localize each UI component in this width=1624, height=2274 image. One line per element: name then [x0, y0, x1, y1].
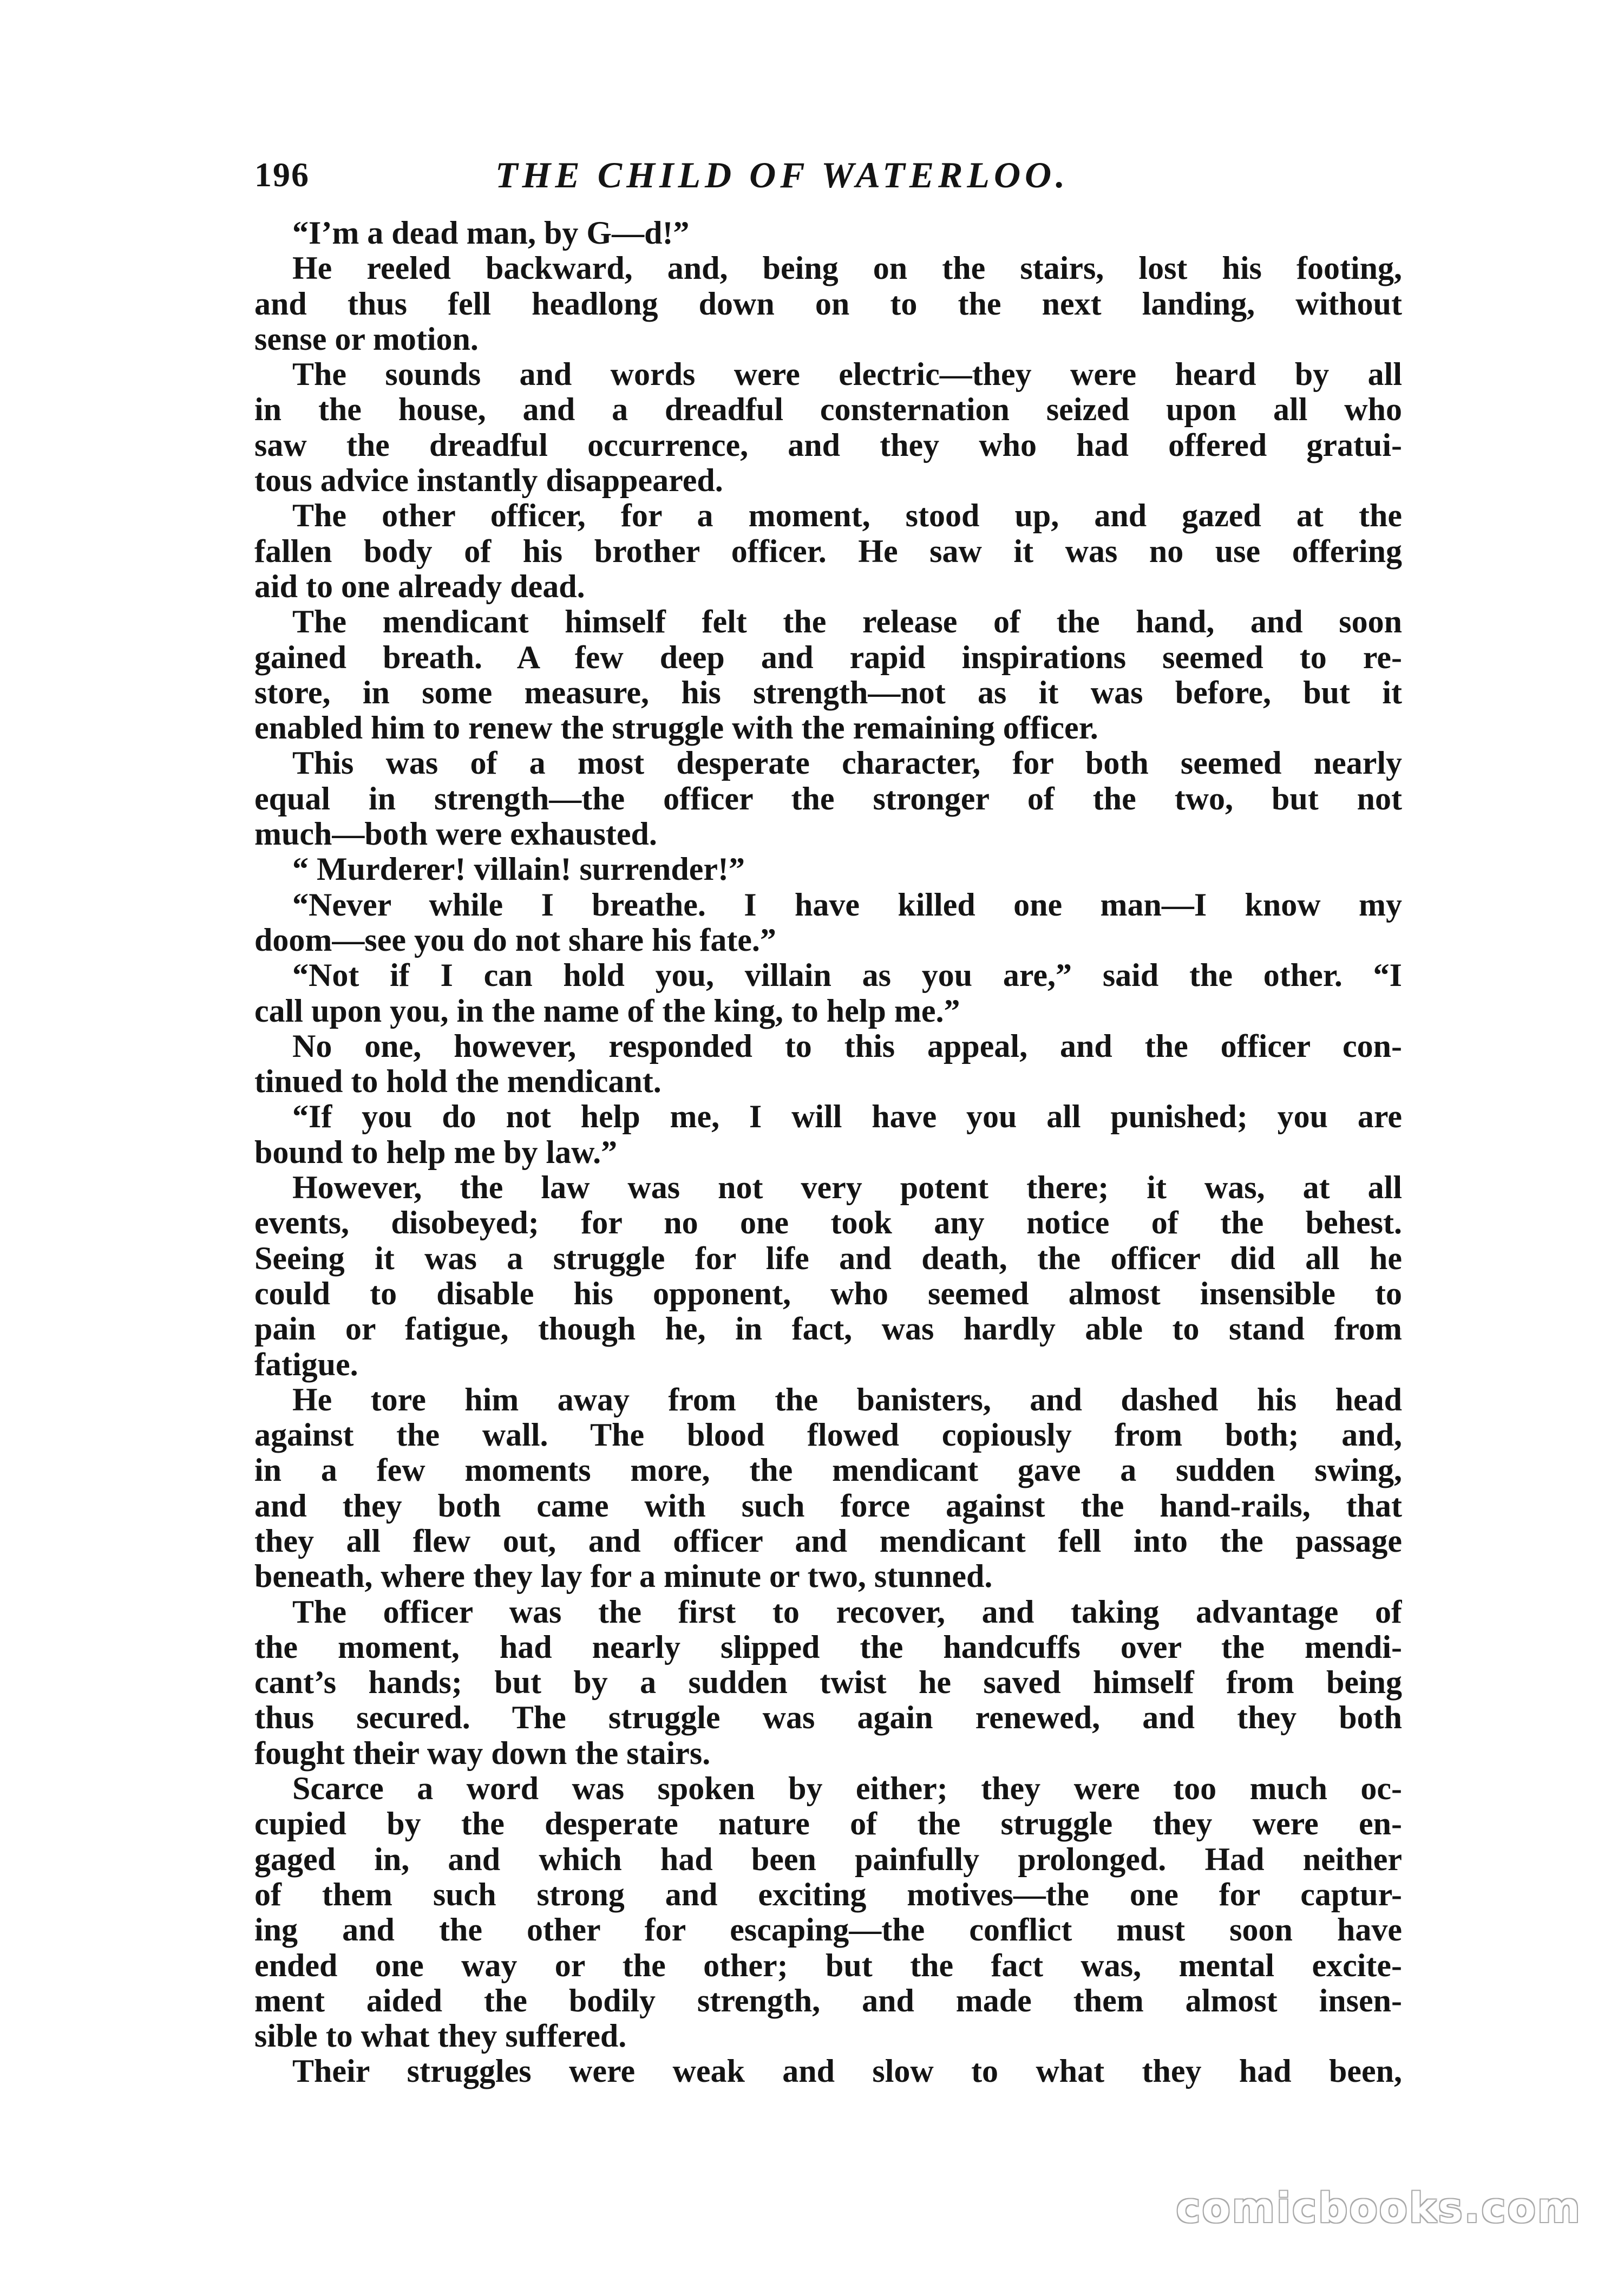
text-line: pain or fatigue, though he, in fact, was hardly able to stand from: [254, 1311, 1402, 1347]
text-line: ment aided the bodily strength, and made them almost insen-: [254, 1982, 1402, 2018]
text-line: gained breath. A few deep and rapid inspirations seemed to re-: [254, 639, 1402, 675]
text-line: and thus fell headlong down on to the next landing, without: [254, 285, 1402, 322]
text-line: Seeing it was a struggle for life and death, the officer did all he: [254, 1240, 1402, 1276]
text-line: saw the dreadful occurrence, and they who had offered gratui-: [254, 427, 1402, 463]
text-line: “Not if I can hold you, villain as you are,” said the other. “I: [292, 957, 1402, 994]
text-line: “ Murderer! villain! surrender!”: [292, 851, 745, 887]
text-line: beneath, where they lay for a minute or two, stunned.: [254, 1558, 993, 1595]
text-line: ended one way or the other; but the fact was, mental excite-: [254, 1947, 1402, 1983]
text-line: Their struggles were weak and slow to what they had been,: [292, 2053, 1402, 2089]
text-line: gaged in, and which had been painfully prolonged. Had neither: [254, 1841, 1402, 1877]
text-line: “Never while I breathe. I have killed one man—I know my: [292, 886, 1402, 923]
text-line: tous advice instantly disappeared.: [254, 462, 723, 499]
text-line: The officer was the first to recover, and taking advantage of: [292, 1593, 1402, 1630]
text-line: they all flew out, and officer and mendicant fell into the passage: [254, 1522, 1402, 1559]
text-line: fought their way down the stairs.: [254, 1735, 711, 1771]
text-line: bound to help me by law.”: [254, 1134, 618, 1170]
text-line: doom—see you do not share his fate.”: [254, 922, 776, 958]
body-text: [254, 215, 1402, 2186]
text-line: fatigue.: [254, 1346, 358, 1382]
text-line: The mendicant himself felt the release of the hand, and soon: [292, 604, 1402, 640]
text-line: tinued to hold the mendicant.: [254, 1063, 662, 1100]
text-line: aid to one already dead.: [254, 568, 585, 604]
text-line: the moment, had nearly slipped the handcuffs over the mendi-: [254, 1629, 1402, 1665]
text-line: ing and the other for escaping—the conflict must soon have: [254, 1912, 1402, 1948]
text-line: call upon you, in the name of the king, to help me.”: [254, 992, 960, 1029]
page-header: [254, 145, 1413, 205]
text-line: However, the law was not very potent there; it was, at all: [292, 1169, 1402, 1206]
text-line: sible to what they suffered.: [254, 2018, 627, 2054]
text-line: and they both came with such force against the hand-rails, that: [254, 1487, 1402, 1524]
page-number: 196: [254, 155, 310, 194]
text-line: He tore him away from the banisters, and dashed his head: [292, 1381, 1402, 1417]
text-line: sense or motion.: [254, 321, 479, 357]
text-line: No one, however, responded to this appeal, and the officer con-: [292, 1028, 1402, 1064]
text-line: thus secured. The struggle was again renewed, and they both: [254, 1700, 1402, 1736]
text-line: The other officer, for a moment, stood up, and gazed at the: [292, 498, 1402, 534]
text-line: of them such strong and exciting motives—the one for captur-: [254, 1876, 1402, 1912]
text-line: He reeled backward, and, being on the stairs, lost his footing,: [292, 250, 1402, 286]
watermark: comicbooks.com: [1176, 2184, 1582, 2232]
text-line: cupied by the desperate nature of the struggle they were en-: [254, 1806, 1402, 1842]
text-line: against the wall. The blood flowed copiously from both; and,: [254, 1417, 1402, 1453]
text-line: equal in strength—the officer the stronger of the two, but not: [254, 780, 1402, 816]
text-line: could to disable his opponent, who seemed almost insensible to: [254, 1275, 1402, 1311]
text-line: much—both were exhausted.: [254, 816, 657, 852]
text-line: in the house, and a dreadful consternation seized upon all who: [254, 391, 1402, 428]
text-line: cant’s hands; but by a sudden twist he saved himself from being: [254, 1664, 1402, 1701]
text-line: in a few moments more, the mendicant gave a sudden swing,: [254, 1452, 1402, 1488]
text-line: Scarce a word was spoken by either; they were too much oc-: [292, 1770, 1402, 1807]
text-line: The sounds and words were electric—they were heard by all: [292, 356, 1402, 393]
text-line: “If you do not help me, I will have you all punished; you are: [292, 1099, 1402, 1135]
text-line: This was of a most desperate character, for both seemed nearly: [292, 745, 1402, 781]
text-line: events, disobeyed; for no one took any notice of the behest.: [254, 1205, 1402, 1241]
running-title: THE CHILD OF WATERLOO.: [495, 154, 1070, 195]
text-line: “I’m a dead man, by G—d!”: [292, 215, 690, 251]
text-line: fallen body of his brother officer. He saw it was no use offering: [254, 533, 1402, 569]
text-line: enabled him to renew the struggle with the remaining officer.: [254, 710, 1098, 746]
text-line: store, in some measure, his strength—not as it was before, but it: [254, 674, 1402, 710]
